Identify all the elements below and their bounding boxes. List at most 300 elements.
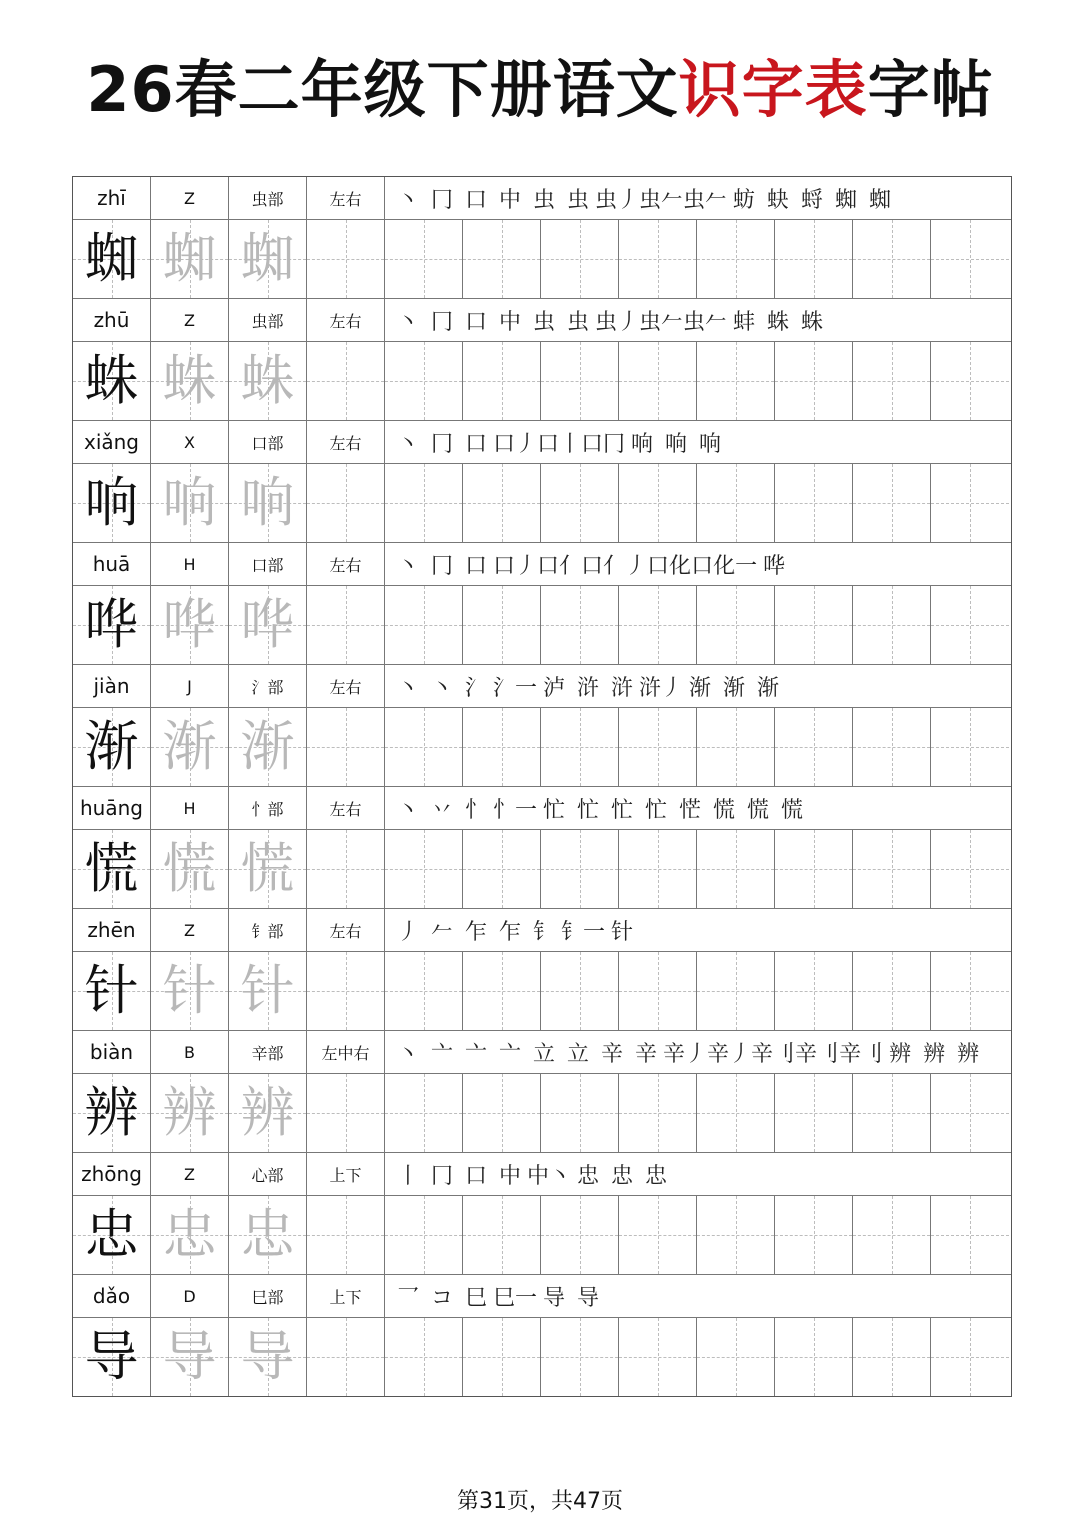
practice-box[interactable] — [931, 1196, 1009, 1274]
info-row — [73, 177, 1011, 220]
stroke-step: 虫丿 — [595, 309, 640, 335]
stroke-step: 口丿 — [493, 431, 538, 457]
radical: 钅部 — [251, 921, 284, 941]
practice-box[interactable] — [463, 220, 541, 298]
practice-box[interactable] — [619, 220, 697, 298]
stroke-step: コ — [430, 1285, 453, 1311]
practice-box[interactable] — [541, 952, 619, 1030]
title-part1: 26春二年级下册语文 — [86, 53, 679, 126]
model-char: 响 — [84, 471, 139, 534]
pinyin: jiàn — [93, 674, 130, 698]
practice-box[interactable] — [931, 830, 1009, 908]
stroke-step: 蚌 — [733, 309, 756, 335]
stroke-order — [385, 1275, 1011, 1317]
stroke-step: 巳一 — [493, 1285, 538, 1311]
radical: 辛部 — [251, 1043, 284, 1063]
stroke-step: 虫𠂉 — [683, 187, 728, 213]
trace-char-box — [151, 1196, 229, 1274]
practice-box[interactable] — [463, 708, 541, 786]
practice-box[interactable] — [463, 952, 541, 1030]
stroke-step: 立 — [532, 1041, 555, 1067]
stroke-step: 口冂 — [581, 431, 626, 457]
practice-box[interactable] — [697, 464, 775, 542]
char-entry — [73, 543, 1011, 665]
char-entry — [73, 1153, 1011, 1275]
practice-box[interactable] — [463, 1318, 541, 1396]
pinyin: zhēn — [87, 918, 136, 942]
structure: 上下 — [329, 1287, 362, 1307]
practice-box[interactable] — [541, 830, 619, 908]
radical: 虫部 — [251, 311, 284, 331]
stroke-step: 口亻丿 — [581, 553, 648, 579]
char-entry — [73, 299, 1011, 421]
trace-char-box — [229, 342, 307, 420]
trace-char: 导 — [240, 1325, 295, 1388]
info-row — [73, 1153, 1011, 1196]
practice-box[interactable] — [775, 1196, 853, 1274]
practice-box[interactable] — [385, 220, 463, 298]
stroke-step: 口丨 — [537, 431, 582, 457]
stroke-step: 氵 — [464, 675, 487, 701]
stroke-step: 中丶 — [527, 1163, 572, 1189]
trace-char-box — [229, 464, 307, 542]
stroke-step: 辛 — [600, 1041, 623, 1067]
stroke-step: 钅 — [532, 919, 555, 945]
practice-box[interactable] — [541, 1196, 619, 1274]
model-char-box — [73, 1318, 151, 1396]
practice-box[interactable] — [931, 342, 1009, 420]
practice-box[interactable] — [853, 708, 931, 786]
pinyin: dǎo — [92, 1284, 131, 1308]
trace-char-box — [229, 586, 307, 664]
model-char-box — [73, 1196, 151, 1274]
stroke-step: 忄一 — [493, 797, 538, 823]
structure: 上下 — [329, 1165, 362, 1185]
practice-box[interactable] — [463, 586, 541, 664]
practice-box[interactable] — [619, 586, 697, 664]
practice-box[interactable] — [307, 830, 385, 908]
practice-box[interactable] — [853, 220, 931, 298]
structure: 左右 — [329, 921, 362, 941]
practice-box[interactable] — [619, 342, 697, 420]
trace-char-box — [151, 464, 229, 542]
practice-box[interactable] — [541, 1074, 619, 1152]
trace-char: 辨 — [240, 1081, 295, 1144]
practice-box[interactable] — [307, 220, 385, 298]
stroke-step: 丶 — [396, 187, 419, 213]
stroke-step: 丨 — [396, 1163, 419, 1189]
practice-box[interactable] — [619, 708, 697, 786]
stroke-step: 辨 — [957, 1041, 980, 1067]
stroke-step: 响 — [699, 431, 722, 457]
trace-char-box — [151, 1074, 229, 1152]
practice-box[interactable] — [541, 220, 619, 298]
practice-box[interactable] — [619, 1196, 697, 1274]
stroke-step: 辛 — [634, 1041, 657, 1067]
practice-box[interactable] — [853, 342, 931, 420]
trace-char: 导 — [162, 1325, 217, 1388]
info-row — [73, 787, 1011, 830]
practice-box[interactable] — [697, 220, 775, 298]
practice-box[interactable] — [775, 464, 853, 542]
stroke-step: 蚄 — [733, 187, 756, 213]
practice-box[interactable] — [541, 342, 619, 420]
stroke-step: 辨 — [889, 1041, 912, 1067]
stroke-step: 丶 — [430, 675, 453, 701]
stroke-step: 辛丿 — [663, 1041, 708, 1067]
stroke-step: 慌 — [781, 797, 804, 823]
practice-box[interactable] — [619, 830, 697, 908]
practice-box[interactable] — [463, 1074, 541, 1152]
model-char: 慌 — [84, 837, 139, 900]
model-char-box — [73, 708, 151, 786]
char-entry — [73, 665, 1011, 787]
structure: 左右 — [329, 799, 362, 819]
stroke-step: 虫 — [566, 309, 589, 335]
structure: 左右 — [329, 433, 362, 453]
practice-box[interactable] — [775, 586, 853, 664]
pinyin: biàn — [89, 1040, 134, 1064]
stroke-step: 导 — [543, 1285, 566, 1311]
trace-char-box — [229, 952, 307, 1030]
practice-box[interactable] — [307, 952, 385, 1030]
practice-box[interactable] — [697, 1318, 775, 1396]
trace-char-box — [229, 1196, 307, 1274]
trace-char: 慌 — [162, 837, 217, 900]
writing-row — [73, 464, 1011, 543]
char-entry — [73, 177, 1011, 299]
practice-box[interactable] — [697, 1196, 775, 1274]
practice-box[interactable] — [307, 464, 385, 542]
stroke-step: 虫𠂉 — [639, 187, 684, 213]
stroke-step: 口化 — [647, 553, 692, 579]
stroke-step: 蛶 — [801, 187, 824, 213]
stroke-step: 忙 — [611, 797, 634, 823]
pinyin: huā — [92, 552, 131, 576]
stroke-step: 忙 — [543, 797, 566, 823]
info-row — [73, 909, 1011, 952]
stroke-step: 辛刂 — [795, 1041, 840, 1067]
initial-letter: X — [184, 432, 195, 452]
practice-box[interactable] — [931, 464, 1009, 542]
model-char-box — [73, 952, 151, 1030]
stroke-order — [385, 421, 1011, 463]
practice-box[interactable] — [619, 1318, 697, 1396]
trace-char: 蛛 — [240, 349, 295, 412]
practice-box[interactable] — [619, 1074, 697, 1152]
pinyin: zhī — [97, 186, 126, 210]
stroke-step: 辛刂 — [839, 1041, 884, 1067]
model-char: 哗 — [84, 593, 139, 656]
trace-char: 慌 — [240, 837, 295, 900]
model-char-box — [73, 1074, 151, 1152]
title-part2: 字帖 — [867, 53, 994, 126]
practice-box[interactable] — [697, 952, 775, 1030]
practice-box[interactable] — [853, 952, 931, 1030]
stroke-step: 丶 — [396, 309, 419, 335]
initial-letter: H — [183, 554, 196, 574]
stroke-step: 乍 — [464, 919, 487, 945]
trace-char: 蛛 — [162, 349, 217, 412]
writing-row — [73, 1196, 1011, 1275]
practice-box[interactable] — [853, 830, 931, 908]
trace-char: 响 — [162, 471, 217, 534]
practice-box[interactable] — [541, 708, 619, 786]
initial-letter: B — [184, 1042, 195, 1062]
practice-box[interactable] — [697, 708, 775, 786]
stroke-step: 乛 — [396, 1285, 419, 1311]
stroke-step: 丶 — [396, 431, 419, 457]
practice-box[interactable] — [307, 1074, 385, 1152]
trace-char: 针 — [240, 959, 295, 1022]
trace-char-box — [151, 830, 229, 908]
stroke-step: 蛛 — [801, 309, 824, 335]
practice-box[interactable] — [697, 586, 775, 664]
stroke-step: 丶 — [396, 797, 419, 823]
stroke-step: 冂 — [430, 309, 453, 335]
trace-char-box — [151, 342, 229, 420]
trace-char-box — [229, 1318, 307, 1396]
practice-box[interactable] — [697, 1074, 775, 1152]
initial-letter: Z — [184, 1164, 195, 1184]
stroke-step: 忙 — [645, 797, 668, 823]
practice-box[interactable] — [463, 342, 541, 420]
model-char-box — [73, 464, 151, 542]
info-row — [73, 665, 1011, 708]
stroke-step: 立 — [566, 1041, 589, 1067]
model-char: 忠 — [84, 1203, 139, 1266]
stroke-step: 口 — [464, 1163, 487, 1189]
initial-letter: J — [187, 676, 192, 696]
practice-box[interactable] — [385, 1196, 463, 1274]
practice-box[interactable] — [541, 586, 619, 664]
practice-box[interactable] — [775, 830, 853, 908]
practice-box[interactable] — [541, 464, 619, 542]
trace-char: 忠 — [240, 1203, 295, 1266]
stroke-step: 恾 — [679, 797, 702, 823]
radical: 忄部 — [251, 799, 284, 819]
stroke-step: 针 — [611, 919, 634, 945]
writing-row — [73, 342, 1011, 421]
trace-char: 哗 — [240, 593, 295, 656]
stroke-step: 虫 — [532, 309, 555, 335]
radical: 口部 — [251, 433, 284, 453]
practice-box[interactable] — [775, 220, 853, 298]
stroke-step: 忙 — [577, 797, 600, 823]
initial-letter: Z — [184, 920, 195, 940]
stroke-order — [385, 1153, 1011, 1195]
trace-char-box — [229, 708, 307, 786]
practice-box[interactable] — [853, 464, 931, 542]
stroke-step: 虫𠂉 — [683, 309, 728, 335]
practice-box[interactable] — [385, 1318, 463, 1396]
initial-letter: Z — [184, 310, 195, 330]
trace-char: 忠 — [162, 1203, 217, 1266]
page-title — [0, 52, 1080, 128]
practice-box[interactable] — [385, 708, 463, 786]
model-char-box — [73, 586, 151, 664]
stroke-step: 浒丿 — [639, 675, 684, 701]
practice-box[interactable] — [931, 1318, 1009, 1396]
stroke-step: 亠 — [430, 1041, 453, 1067]
stroke-step: 浒 — [611, 675, 634, 701]
stroke-step: 哗 — [763, 553, 786, 579]
stroke-order — [385, 543, 1011, 585]
practice-box[interactable] — [775, 952, 853, 1030]
practice-box[interactable] — [385, 1074, 463, 1152]
info-row — [73, 543, 1011, 586]
trace-char-box — [229, 1074, 307, 1152]
practice-box[interactable] — [307, 1318, 385, 1396]
practice-box[interactable] — [853, 1318, 931, 1396]
pinyin: xiǎng — [83, 430, 140, 454]
trace-char: 辨 — [162, 1081, 217, 1144]
writing-row — [73, 1318, 1011, 1396]
practice-box[interactable] — [697, 830, 775, 908]
model-char-box — [73, 830, 151, 908]
stroke-step: 巳 — [464, 1285, 487, 1311]
practice-box[interactable] — [385, 586, 463, 664]
radical: 口部 — [251, 555, 284, 575]
practice-box[interactable] — [619, 952, 697, 1030]
stroke-step: 虫𠂉 — [639, 309, 684, 335]
practice-box[interactable] — [307, 586, 385, 664]
stroke-step: 忠 — [645, 1163, 668, 1189]
radical: 虫部 — [251, 189, 284, 209]
model-char-box — [73, 342, 151, 420]
stroke-step: 丿 — [396, 919, 419, 945]
model-char-box — [73, 220, 151, 298]
stroke-step: 冂 — [430, 187, 453, 213]
practice-box[interactable] — [307, 1196, 385, 1274]
stroke-step: 亠 — [464, 1041, 487, 1067]
stroke-step: 乍 — [498, 919, 521, 945]
stroke-step: 慌 — [747, 797, 770, 823]
trace-char: 渐 — [240, 715, 295, 778]
practice-box[interactable] — [931, 1074, 1009, 1152]
structure: 左右 — [329, 677, 362, 697]
trace-char-box — [229, 830, 307, 908]
trace-char: 响 — [240, 471, 295, 534]
info-row — [73, 1275, 1011, 1318]
structure: 左中右 — [321, 1043, 370, 1063]
model-char: 辨 — [84, 1081, 139, 1144]
practice-box[interactable] — [385, 464, 463, 542]
stroke-step: 中 — [498, 187, 521, 213]
radical: 巳部 — [251, 1287, 284, 1307]
practice-box[interactable] — [853, 1196, 931, 1274]
practice-box[interactable] — [775, 342, 853, 420]
stroke-order — [385, 909, 1011, 951]
practice-box[interactable] — [931, 220, 1009, 298]
copybook-table — [72, 176, 1012, 1397]
practice-box[interactable] — [463, 464, 541, 542]
stroke-order — [385, 787, 1011, 829]
practice-box[interactable] — [385, 342, 463, 420]
stroke-step: 口 — [464, 431, 487, 457]
practice-box[interactable] — [619, 464, 697, 542]
stroke-step: 亠 — [498, 1041, 521, 1067]
trace-char-box — [151, 952, 229, 1030]
model-char: 渐 — [84, 715, 139, 778]
model-char: 针 — [84, 959, 139, 1022]
radical: 氵部 — [251, 677, 284, 697]
char-entry — [73, 421, 1011, 543]
stroke-step: 中 — [498, 1163, 521, 1189]
writing-row — [73, 220, 1011, 299]
structure: 左右 — [329, 555, 362, 575]
initial-letter: H — [183, 798, 196, 818]
trace-char-box — [151, 220, 229, 298]
info-row — [73, 1031, 1011, 1074]
writing-row — [73, 952, 1011, 1031]
practice-box[interactable] — [775, 1074, 853, 1152]
stroke-step: 丶 — [396, 553, 419, 579]
practice-box[interactable] — [385, 830, 463, 908]
writing-row — [73, 830, 1011, 909]
stroke-step: 忄 — [464, 797, 487, 823]
stroke-step: 忠 — [577, 1163, 600, 1189]
trace-char-box — [151, 1318, 229, 1396]
model-char: 蛛 — [84, 349, 139, 412]
stroke-step: 口亻 — [537, 553, 582, 579]
practice-box[interactable] — [463, 1196, 541, 1274]
pinyin: huāng — [80, 796, 143, 820]
stroke-step: 泸 — [543, 675, 566, 701]
stroke-step: 忠 — [611, 1163, 634, 1189]
stroke-step: 冂 — [430, 553, 453, 579]
stroke-step: 辛刂 — [751, 1041, 796, 1067]
practice-box[interactable] — [307, 708, 385, 786]
practice-box[interactable] — [931, 708, 1009, 786]
stroke-step: 口丿 — [493, 553, 538, 579]
char-entry — [73, 1275, 1011, 1396]
title-highlight: 识字表 — [678, 53, 868, 126]
stroke-step: 中 — [498, 309, 521, 335]
stroke-step: 蜘 — [835, 187, 858, 213]
stroke-step: 响 — [665, 431, 688, 457]
trace-char-box — [151, 586, 229, 664]
practice-box[interactable] — [853, 586, 931, 664]
stroke-step: 冂 — [430, 431, 453, 457]
practice-box[interactable] — [775, 708, 853, 786]
trace-char-box — [229, 220, 307, 298]
trace-char: 蜘 — [240, 227, 295, 290]
char-entry — [73, 909, 1011, 1031]
writing-row — [73, 1074, 1011, 1153]
page-number: 第31页，共47页 — [457, 1489, 623, 1514]
stroke-step: 虫 — [566, 187, 589, 213]
stroke-step: 辨 — [923, 1041, 946, 1067]
initial-letter: Z — [184, 188, 195, 208]
model-char: 蜘 — [84, 227, 139, 290]
practice-box[interactable] — [463, 830, 541, 908]
practice-box[interactable] — [775, 1318, 853, 1396]
stroke-step: 导 — [577, 1285, 600, 1311]
practice-box[interactable] — [541, 1318, 619, 1396]
practice-box[interactable] — [853, 1074, 931, 1152]
initial-letter: D — [183, 1286, 196, 1306]
practice-box[interactable] — [931, 952, 1009, 1030]
practice-box[interactable] — [307, 342, 385, 420]
stroke-step: 慌 — [713, 797, 736, 823]
writing-row — [73, 708, 1011, 787]
practice-box[interactable] — [697, 342, 775, 420]
stroke-order — [385, 177, 1011, 219]
practice-box[interactable] — [385, 952, 463, 1030]
practice-box[interactable] — [931, 586, 1009, 664]
stroke-step: 丶 — [396, 1041, 419, 1067]
